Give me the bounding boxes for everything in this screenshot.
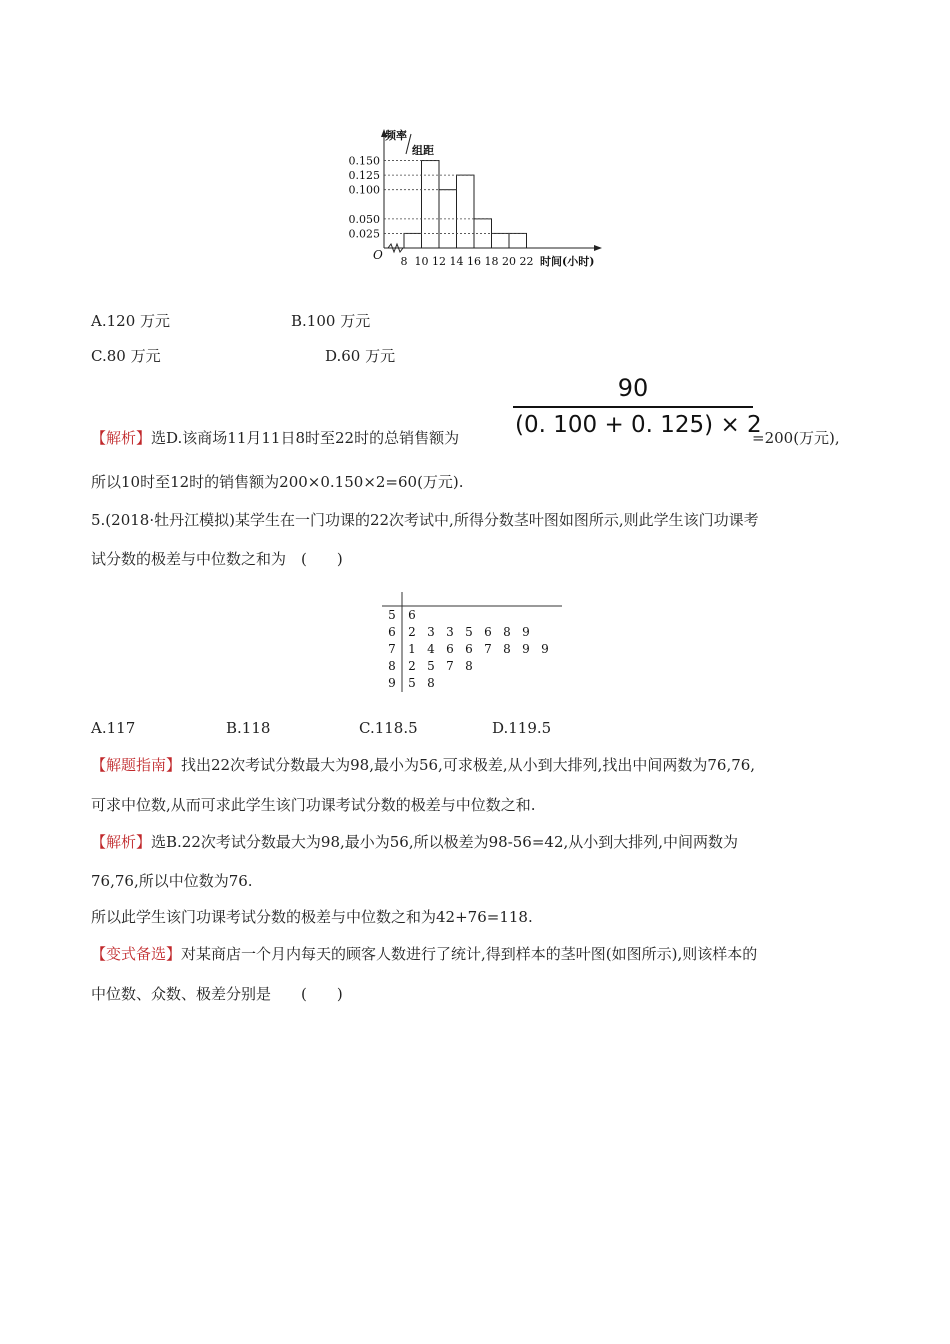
- y-tick-label: 0.050: [348, 212, 380, 226]
- leaf-value: 8: [465, 659, 473, 673]
- q5-guide-line2: 可求中位数,从而可求此学生该门功课考试分数的极差与中位数之和.: [91, 796, 536, 814]
- leaf-value: 9: [541, 642, 549, 656]
- q4-option-b: B.100 万元: [291, 312, 371, 330]
- leaf-value: 9: [522, 642, 530, 656]
- leaf-value: 8: [503, 642, 511, 656]
- q5-stem-line1: 5.(2018·牡丹江模拟)某学生在一门功课的22次考试中,所得分数茎叶图如图所示,则此学生该门功课考: [91, 511, 759, 529]
- stem-leaf-plot: [380, 592, 570, 697]
- q5-option-d: D.119.5: [492, 719, 552, 737]
- q5-solution-line2: 76,76,所以中位数为76.: [91, 872, 253, 890]
- fraction-denominator: (0. 100 + 0. 125) × 2: [515, 412, 762, 438]
- leaf-value: 9: [522, 625, 530, 639]
- x-axis-arrow: [594, 245, 602, 251]
- q5-solution-text: 选B.22次考试分数最大为98,最小为56,所以极差为98-56=42,从小到大排列,中间两数为: [151, 833, 739, 851]
- q4-option-c: C.80 万元: [91, 347, 161, 365]
- x-tick-label: 18: [484, 255, 499, 268]
- leaf-value: 7: [484, 642, 492, 656]
- histogram-bar: [404, 233, 422, 248]
- x-tick-label: 20: [502, 255, 516, 268]
- y-tick-label: 0.025: [348, 227, 380, 241]
- y-label-top: 频率: [385, 129, 407, 142]
- leaf-value: 8: [427, 676, 435, 690]
- leaf-value: 3: [427, 625, 435, 639]
- variant-tag: 【变式备选】: [91, 945, 182, 963]
- q5-solution-tag: 【解析】: [91, 833, 152, 851]
- q5-stem-line2: 试分数的极差与中位数之和为 ( ): [91, 550, 343, 568]
- leaf-value: 6: [446, 642, 454, 656]
- x-tick-label: 22: [519, 255, 534, 268]
- stem-value: 9: [388, 676, 396, 690]
- x-tick-label: 10: [414, 255, 429, 268]
- q5-guide-text: 找出22次考试分数最大为98,最小为56,可求极差,从小到大排列,找出中间两数为76,76,: [181, 756, 756, 774]
- leaf-value: 4: [427, 642, 435, 656]
- leaf-value: 6: [465, 642, 473, 656]
- leaf-value: 6: [408, 608, 416, 622]
- leaf-value: 5: [408, 676, 416, 690]
- q4-option-d: D.60 万元: [325, 347, 396, 365]
- y-tick-label: 0.125: [348, 169, 380, 183]
- q5-solution-line3: 所以此学生该门功课考试分数的极差与中位数之和为42+76=118.: [91, 908, 533, 926]
- y-label-bottom: 组距: [412, 144, 434, 157]
- stem-value: 5: [388, 608, 396, 622]
- leaf-value: 3: [446, 625, 454, 639]
- q5-solution-line1: [91, 832, 738, 852]
- q4-fraction: [513, 374, 762, 438]
- q4-solution-line1: [91, 428, 459, 448]
- leaf-value: 6: [484, 625, 492, 639]
- leaf-value: 2: [408, 659, 416, 673]
- q5-option-c: C.118.5: [359, 719, 418, 737]
- q5-option-a: A.117: [91, 719, 136, 737]
- q5-option-b: B.118: [226, 719, 271, 737]
- q4-solution-tag: 【解析】: [91, 429, 152, 447]
- leaf-value: 8: [503, 625, 511, 639]
- stem-value: 6: [388, 625, 396, 639]
- q5-guide-line1: [91, 755, 755, 775]
- y-tick-label: 0.100: [348, 183, 380, 197]
- leaf-value: 2: [408, 625, 416, 639]
- variant-line1: [91, 944, 757, 964]
- leaf-value: 7: [446, 659, 454, 673]
- q4-solution-result: =200(万元),: [752, 429, 840, 447]
- leaf-value: 1: [408, 642, 416, 656]
- fraction-numerator: 90: [617, 374, 649, 402]
- histogram-bar: [422, 161, 440, 248]
- x-tick-label: 16: [467, 255, 481, 268]
- leaf-value: 5: [427, 659, 435, 673]
- histogram-bar: [509, 233, 527, 248]
- stem-value: 8: [388, 659, 396, 673]
- q4-solution-text: 选D.该商场11月11日8时至22时的总销售额为: [151, 429, 460, 447]
- y-tick-label: 0.150: [348, 154, 380, 168]
- q4-solution-line2: 所以10时至12时的销售额为200×0.150×2=60(万元).: [91, 473, 464, 491]
- q4-option-a: A.120 万元: [91, 312, 170, 330]
- x-tick-label: 8: [400, 255, 408, 268]
- leaf-value: 5: [465, 625, 473, 639]
- x-tick-label: 14: [449, 255, 464, 268]
- frequency-histogram: [340, 125, 610, 275]
- x-tick-label: 12: [432, 255, 446, 268]
- variant-text: 对某商店一个月内每天的顾客人数进行了统计,得到样本的茎叶图(如图所示),则该样本的: [181, 945, 758, 963]
- histogram-bar: [457, 175, 475, 248]
- origin-label: O: [373, 248, 383, 262]
- variant-line2: 中位数、众数、极差分别是 ( ): [91, 985, 343, 1003]
- histogram-bar: [492, 233, 510, 248]
- q5-guide-tag: 【解题指南】: [91, 756, 182, 774]
- x-axis-label: 时间(小时): [540, 255, 595, 268]
- fraction-bar: [513, 406, 753, 408]
- stem-value: 7: [388, 642, 396, 656]
